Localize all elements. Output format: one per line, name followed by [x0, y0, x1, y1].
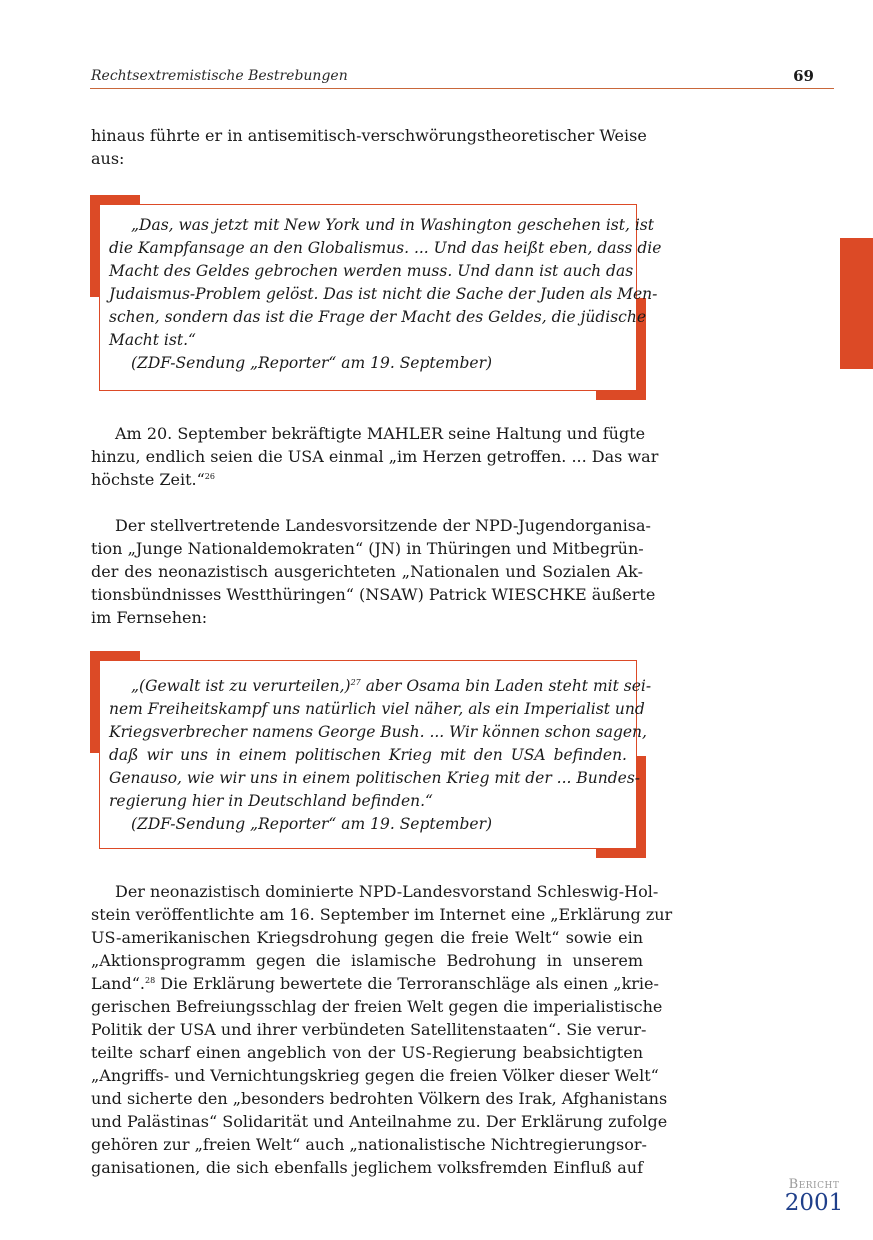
- paragraph-mahler: [91, 422, 659, 491]
- text-fragment: höchste Zeit.“: [91, 470, 205, 489]
- chapter-side-tab: [840, 238, 873, 369]
- text-line: Politik der USA und ihrer verbündeten Satellitenstaaten“. Sie verur-: [91, 1020, 647, 1039]
- text-line: und sicherte den „besonders bedrohten Völkern des Irak, Afghanistans: [91, 1089, 668, 1108]
- text-line: hinzu, endlich seien die USA einmal „im Herzen getroffen. ... Das war: [91, 447, 659, 466]
- quote-line: Judaismus-Problem gelöst. Das ist nicht die Sache der Juden als Men-: [109, 285, 658, 303]
- quote-line: nem Freiheitskampf uns natürlich viel näher, als ein Imperialist und: [109, 700, 645, 718]
- quote-box-mahler: [90, 195, 662, 400]
- text-line: tion „Junge Nationaldemokraten“ (JN) in Thüringen und Mitbegrün-: [91, 539, 644, 558]
- logo-word: Bericht: [788, 1177, 840, 1192]
- text-line: tionsbündnisses Westthüringen“ (NSAW) Patrick WIESCHKE äußerte: [91, 585, 656, 604]
- text-line: stein veröffentlichte am 16. September im Internet eine „Erklärung zur: [91, 905, 673, 924]
- quote-frame: [99, 660, 652, 849]
- text-fragment: „(Gewalt ist zu verurteilen,): [131, 677, 351, 695]
- text-line: „Aktionsprogramm gegen die islamische Bedrohung in unserem: [91, 951, 643, 970]
- quote-line: schen, sondern das ist die Frage der Macht des Geldes, die jüdische: [109, 308, 647, 326]
- quote-text: [109, 675, 652, 836]
- quote-line: Macht ist.“: [109, 331, 196, 349]
- report-logo: [779, 1178, 849, 1214]
- footnote-ref[interactable]: 27: [350, 678, 361, 687]
- paragraph-wieschke: [91, 514, 656, 629]
- quote-source: (ZDF-Sendung „Reporter“ am 19. September): [131, 815, 493, 833]
- text-line: Der stellvertretende Landesvorsitzende der NPD-Jugendorganisa-: [115, 516, 651, 535]
- quote-line: regierung hier in Deutschland befinden.“: [109, 792, 433, 810]
- text-line: hinaus führte er in antisemitisch-verschwörungstheoretischer Weise: [91, 126, 647, 145]
- text-line: teilte scharf einen angeblich von der US-Regierung beabsichtigten: [91, 1043, 643, 1062]
- quote-line: „Das, was jetzt mit New York und in Washington geschehen ist, ist: [131, 216, 654, 234]
- footnote-ref[interactable]: 26: [204, 472, 215, 481]
- text-line: aus:: [91, 149, 125, 168]
- quote-line: Genauso, wie wir uns in einem politischen Krieg mit der ... Bundes-: [109, 769, 641, 787]
- text-line: Der neonazistisch dominierte NPD-Landesvorstand Schleswig-Hol-: [115, 882, 659, 901]
- text-line: Am 20. September bekräftigte MAHLER seine Haltung und fügte: [115, 424, 646, 443]
- quote-text: [109, 214, 662, 375]
- text-line: und Palästinas“ Solidarität und Anteilnahme zu. Der Erklärung zufolge: [91, 1112, 668, 1131]
- text-line: „Angriffs- und Vernichtungskrieg gegen die freien Völker dieser Welt“: [91, 1066, 659, 1085]
- text-fragment: aber Osama bin Laden steht mit sei-: [360, 677, 652, 695]
- quote-line: Kriegsverbrecher namens George Bush. ... Wir können schon sagen,: [109, 723, 647, 741]
- text-line: gehören zur „freien Welt“ auch „nationalistische Nichtregierungsor-: [91, 1135, 647, 1154]
- text-line: im Fernsehen:: [91, 608, 208, 627]
- running-title: Rechtsextremistische Bestrebungen: [91, 68, 348, 84]
- quote-source: (ZDF-Sendung „Reporter“ am 19. September): [131, 354, 493, 372]
- text-fragment: Land“.: [91, 974, 145, 993]
- text-line: der des neonazistisch ausgerichteten „Nationalen und Sozialen Ak-: [91, 562, 643, 581]
- quote-line: die Kampfansage an den Globalismus. ... Und das heißt eben, dass die: [109, 239, 662, 257]
- text-line: gerischen Befreiungsschlag der freien Welt gegen die imperialistische: [91, 997, 663, 1016]
- text-line: [91, 468, 643, 491]
- paragraph-npd-sh: [91, 880, 673, 1179]
- paragraph-intro: [91, 124, 647, 170]
- text-line: US-amerikanischen Kriegsdrohung gegen die freie Welt“ sowie ein: [91, 928, 643, 947]
- text-fragment: Die Erklärung bewertete die Terroranschläge als einen „krie-: [155, 974, 659, 993]
- footnote-ref[interactable]: 28: [144, 976, 156, 985]
- quote-frame: [99, 204, 662, 391]
- page-number: 69: [793, 67, 814, 85]
- logo-year: 2001: [784, 1190, 844, 1216]
- quote-line: daß wir uns in einem politischen Krieg mit den USA befinden.: [109, 746, 627, 764]
- text-line: [91, 972, 659, 995]
- running-header: [90, 66, 834, 89]
- quote-line: [109, 675, 652, 698]
- text-line: ganisationen, die sich ebenfalls jeglichem volksfremden Einfluß auf: [91, 1158, 643, 1177]
- quote-box-wieschke: [90, 651, 652, 858]
- quote-line: Macht des Geldes gebrochen werden muss. Und dann ist auch das: [109, 262, 634, 280]
